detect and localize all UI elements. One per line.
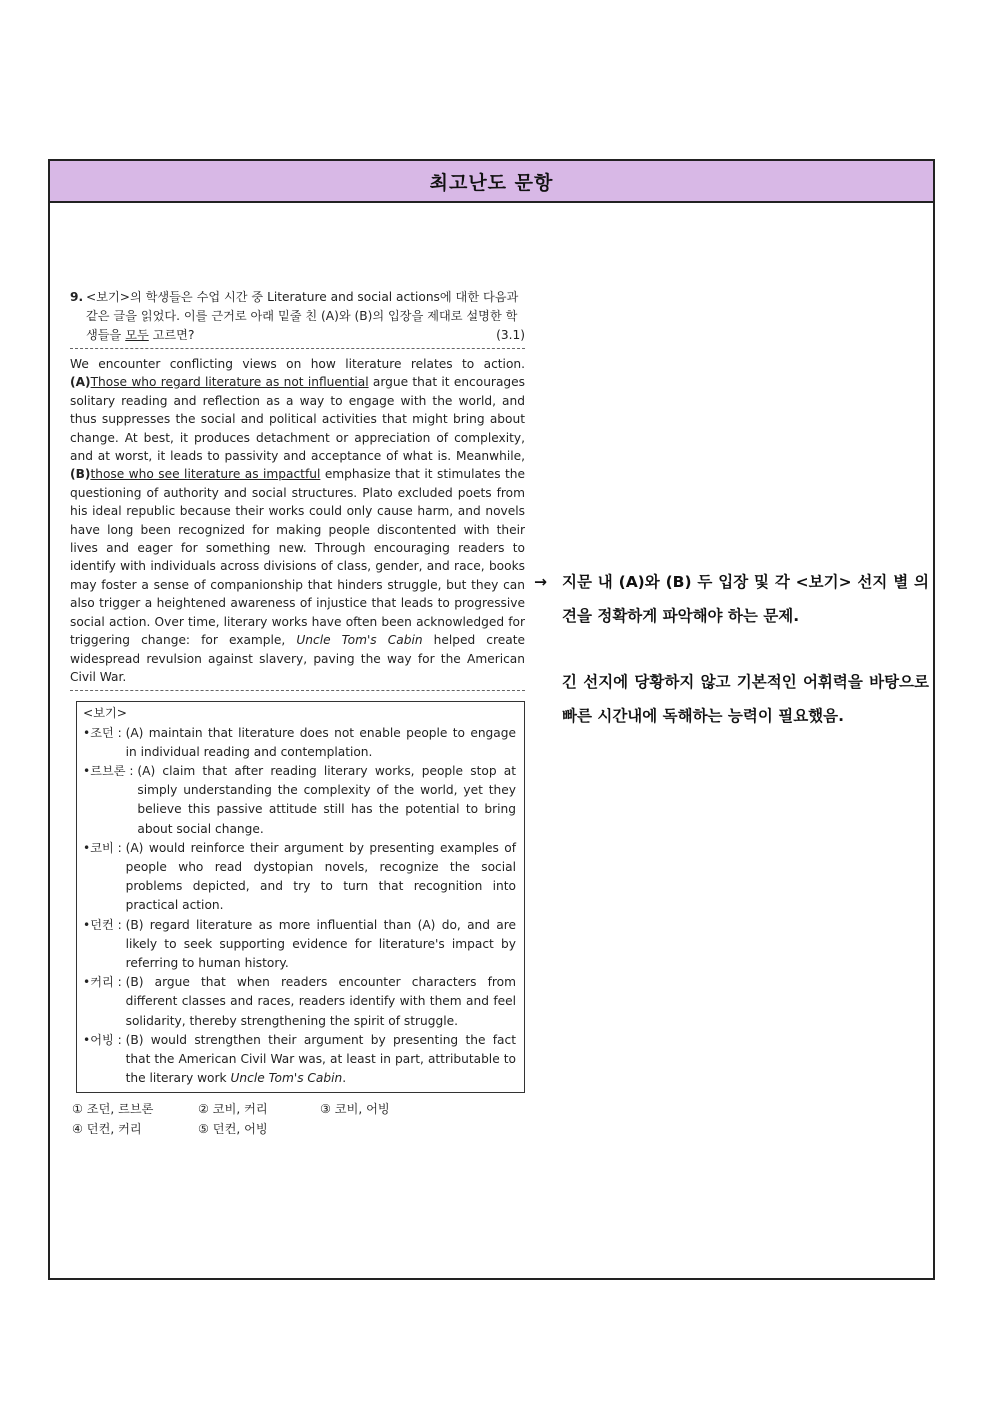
reading-passage: We encounter conflicting views on how literature relates to action. (A)Those who regard literature as not influential argue that it encourages solitary reading and reflection as a way to engage with the world, and thus suppresses the social and political activities that might bring about change. At best, it produces detachment or appreciation of complexity, and at worst, it leads to passivity and acceptance of what is. Meanwhile, (B)those who see literature as impactful emphasize that it stimulates the questioning of authority and social structures. Plato excluded poets from his ideal republic because their works could only cause harm, and novels have long been recognized for making people discontented with their lives and eager for something new. Through encouraging readers to identify with individuals across divisions of class, gender, and race, books may foster a sense of companionship that hinders struggle, but they can also trigger a heightened awareness of injustice that leads to progressive social action. Over time, literary works have often been acknowledged for triggering change: for example, Uncle Tom's Cabin helped create widespread revulsion against slavery, paving the way for the American Civil War. <box>70 357 526 684</box>
choice-3: ③ 코비, 어빙 <box>320 1102 390 1117</box>
comment-line-1: 지문 내 (A)와 (B) 두 입장 및 각 <보기> 선지 별 의견을 정확하게 파악해야 하는 문제. <box>562 573 929 625</box>
question-header <box>70 288 525 345</box>
answer-choices <box>72 1099 525 1139</box>
question-number: 9. <box>70 290 84 304</box>
question-prompt: <보기>의 학생들은 수업 시간 중 Literature and social actions에 대한 다음과 같은 글을 읽었다. 이를 근거로 아래 밑줄 친 (A)와 (B)의 입장을 제대로 설명한 학생들을 모두 고르면? (3.1) <box>86 288 525 345</box>
section-title: 최고난도 문항 <box>429 171 554 194</box>
bogi-item: •코비 : (A) would reinforce their argument by presenting examples of people who read dystopian novels, recognize the social problems depicted, and try to turn that recognition into practical action. <box>83 840 516 913</box>
question-image <box>70 288 525 1139</box>
mark-b: (B) <box>70 467 91 482</box>
bogi-item: •어빙 : (B) would strengthen their argument by presenting the fact that the American Civil War was, at least in part, attributable to the literary work Uncle Tom's Cabin. <box>83 1032 516 1086</box>
bogi-label: <보기> <box>83 706 127 721</box>
commentary <box>534 565 929 733</box>
underlined-a: Those who regard literature as not influential <box>90 375 369 390</box>
section-header <box>50 161 933 203</box>
bogi-item: •커리 : (B) argue that when readers encounter characters from different classes and races, readers identify with them and feel solidarity, thereby strengthening the spirit of struggle. <box>83 975 516 1028</box>
underlined-b: those who see literature as impactful <box>90 467 321 482</box>
divider-bottom <box>70 690 525 691</box>
divider-top <box>70 348 525 349</box>
bogi-box <box>76 701 525 1093</box>
bogi-item: •던컨 : (B) regard literature as more influential than (A) do, and are likely to seek supporting evidence for literature's impact by referring to human history. <box>83 917 516 970</box>
mark-a: (A) <box>70 375 91 390</box>
book-title: Uncle Tom's Cabin <box>296 633 423 648</box>
choice-4: ④ 던컨, 커리 <box>72 1122 142 1137</box>
bogi-item: •조던 : (A) maintain that literature does not enable people to engage in individual reading and contemplation. <box>83 725 516 759</box>
bogi-item: •르브론 : (A) claim that after reading literary works, people stop at simply understanding the complexity of the world, yet they believe this passive attitude still has the potential to bring about social change. <box>83 763 516 836</box>
choice-5: ⑤ 던컨, 어빙 <box>198 1122 268 1137</box>
choice-2: ② 코비, 커리 <box>198 1102 268 1117</box>
content-frame <box>48 159 935 1280</box>
comment-line-2: 긴 선지에 당황하지 않고 기본적인 어휘력을 바탕으로 빠른 시간내에 독해하는 능력이 필요했음. <box>562 673 929 725</box>
arrow-icon: → <box>534 573 547 591</box>
choice-1: ① 조던, 르브론 <box>72 1102 154 1117</box>
prompt-emphasis: 모두 <box>125 328 149 342</box>
question-score: (3.1) <box>496 328 525 342</box>
